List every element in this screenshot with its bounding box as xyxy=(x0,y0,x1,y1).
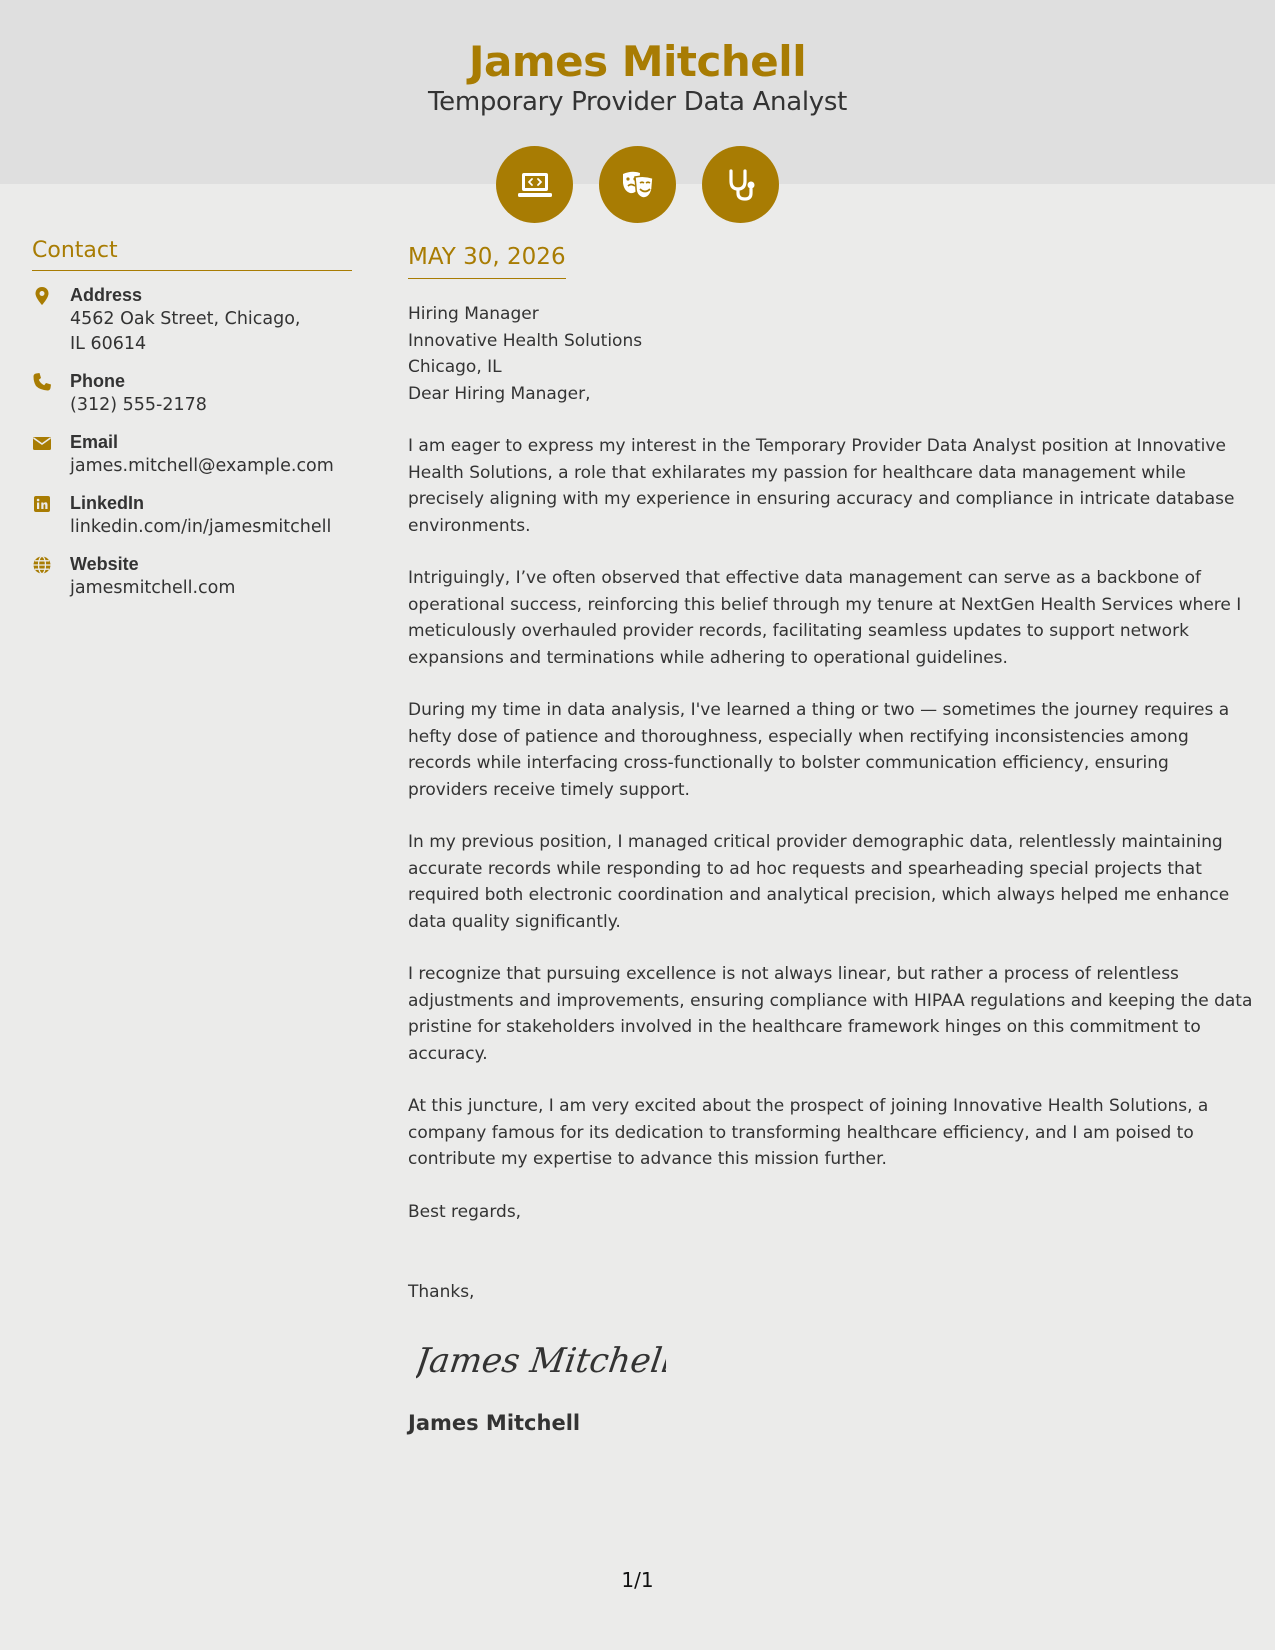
theater-masks-icon xyxy=(599,146,676,223)
candidate-name: James Mitchell xyxy=(468,37,807,86)
paragraph: In my previous position, I managed critical provider demographic data, relentlessly maintaining accurate records while responding to ad hoc requests and spearheading special projects that required both electronic coordination and analytical precision, which always helped me enhance data quality significantly. xyxy=(408,832,1230,932)
contact-label: Website xyxy=(70,554,139,574)
date-block xyxy=(408,240,566,279)
contact-label: Phone xyxy=(70,371,126,391)
linkedin-value[interactable]: linkedin.com/in/jamesmitchell xyxy=(70,517,332,537)
recipient-line: Chicago, IL xyxy=(408,357,502,377)
job-title: Temporary Provider Data Analyst xyxy=(427,87,848,117)
website-value[interactable]: jamesmitchell.com xyxy=(70,578,236,598)
phone-value: (312) 555-2178 xyxy=(70,395,207,415)
contact-heading: Contact xyxy=(32,236,352,271)
paragraph: I recognize that pursuing excellence is not always linear, but rather a process of relentless adjustments and improvements, ensuring compliance with HIPAA regulations and keeping the data pristine for stakeholders involved in the healthcare framework hinges on this commitment to accuracy. xyxy=(408,964,1253,1064)
envelope-icon xyxy=(32,430,70,479)
contact-sidebar xyxy=(32,236,352,601)
paragraph: Intriguingly, I’ve often observed that effective data management can serve as a backbone of operational success, reinforcing this belief through my tenure at NextGen Health Services where I meticulously overhauled provider records, facilitating seamless updates to support network expansions and terminations while adhering to operational guidelines. xyxy=(408,568,1242,668)
paragraph: During my time in data analysis, I've learned a thing or two — sometimes the journey requires a hefty dose of patience and thoroughness, especially when rectifying inconsistencies among records while interfacing cross-functionally to bolster communication efficiency, ensuring providers receive timely support. xyxy=(408,700,1230,800)
recipient-line: Hiring Manager xyxy=(408,304,539,324)
contact-label: Address xyxy=(70,285,143,305)
recipient-block xyxy=(408,301,1253,381)
contact-address xyxy=(32,283,352,357)
contact-label: Email xyxy=(70,432,119,452)
contact-website xyxy=(32,552,352,601)
laptop-code-icon xyxy=(496,146,573,223)
recipient-line: Innovative Health Solutions xyxy=(408,330,643,351)
letter-body xyxy=(408,240,1253,1435)
contact-linkedin xyxy=(32,491,352,540)
greeting: Dear Hiring Manager, xyxy=(408,383,591,404)
phone-icon xyxy=(32,369,70,418)
contact-email xyxy=(32,430,352,479)
thanks: Thanks, xyxy=(408,1282,475,1302)
signer-name: James Mitchell xyxy=(408,1410,581,1435)
paragraph: I am eager to express my interest in the Temporary Provider Data Analyst position at Innovative Health Solutions, a role that exhilarates my passion for healthcare data management while precisely aligning with my experience in ensuring accuracy and compliance in intricate database environments. xyxy=(408,436,1235,536)
linkedin-icon xyxy=(32,491,70,540)
handwritten-signature xyxy=(416,1332,1253,1393)
email-value[interactable]: james.mitchell@example.com xyxy=(70,456,334,476)
contact-label: LinkedIn xyxy=(70,493,145,513)
page-number: 1/1 xyxy=(621,1568,654,1592)
address-value: 4562 Oak Street, Chicago, IL 60614 xyxy=(70,309,301,354)
svg-text:James Mitchell: James Mitchell xyxy=(416,1340,666,1381)
contact-phone xyxy=(32,369,352,418)
closing: Best regards, xyxy=(408,1201,522,1222)
map-pin-icon xyxy=(32,283,70,357)
letter-content xyxy=(408,381,1253,1306)
stethoscope-icon xyxy=(702,146,779,223)
globe-icon xyxy=(32,552,70,601)
paragraph: At this juncture, I am very excited about the prospect of joining Innovative Health Solutions, a company famous for its dedication to transforming healthcare efficiency, and I am poised to contribute my expertise to advance this mission further. xyxy=(408,1096,1209,1169)
header-icons xyxy=(496,146,779,223)
letter-date: MAY 30, 2026 xyxy=(408,244,566,270)
